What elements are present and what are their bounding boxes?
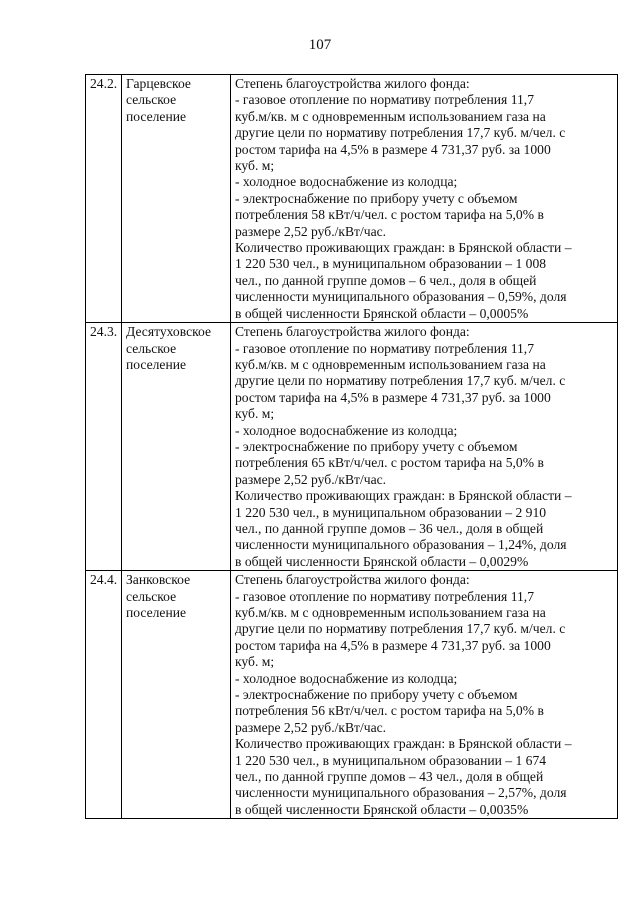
table-row [86, 75, 618, 323]
row-number-cell [86, 571, 122, 819]
description-line: потребления 56 кВт/ч/чел. с ростом тарифа на 5,0% в [235, 703, 544, 719]
settlement-name-line: Гарцевское [126, 76, 191, 91]
description-line: Степень благоустройства жилого фонда: [235, 324, 470, 340]
description-line: размере 2,52 руб./кВт/час. [235, 719, 387, 735]
settlement-name-cell [122, 75, 231, 323]
description-line: куб.м/кв. м с одновременным использованием газа на [235, 108, 546, 124]
description-line: чел., по данной группе домов – 43 чел., доля в общей [235, 769, 544, 785]
description-line: - электроснабжение по прибору учету с объемом [235, 687, 518, 703]
description-line: ростом тарифа на 4,5% в размере 4 731,37 руб. за 1000 [235, 141, 551, 157]
settlement-name-line: поселение [126, 605, 187, 620]
description-line: размере 2,52 руб./кВт/час. [235, 471, 387, 487]
description-line: Степень благоустройства жилого фонда: [235, 572, 470, 588]
description-line: - электроснабжение по прибору учету с объемом [235, 190, 518, 206]
description-line: численности муниципального образования – 2,57%, доля [235, 785, 567, 801]
description-line: в общей численности Брянской области – 0,0005% [235, 305, 529, 321]
table-row [86, 323, 618, 571]
settlement-name-line: поселение [126, 356, 187, 372]
description-line: Степень благоустройства жилого фонда: [235, 76, 470, 91]
row-number: 24.4. [90, 572, 118, 588]
description-line: другие цели по нормативу потребления 17,7 куб. м/чел. с [235, 373, 566, 389]
settlement-name-cell [122, 323, 231, 571]
description-line: - холодное водоснабжение из колодца; [235, 174, 458, 190]
description-line: в общей численности Брянской области – 0,0035% [235, 801, 529, 817]
settlements-table [85, 74, 618, 819]
description-line: куб. м; [235, 654, 275, 670]
description-line: потребления 65 кВт/ч/чел. с ростом тарифа на 5,0% в [235, 455, 544, 471]
row-number-cell [86, 323, 122, 571]
description-line: - газовое отопление по нормативу потребления 11,7 [235, 92, 534, 108]
settlement-name-line: сельское [126, 340, 177, 356]
description-line: - электроснабжение по прибору учету с объемом [235, 438, 518, 454]
settlement-name-line: сельское [126, 588, 177, 604]
description-line: размере 2,52 руб./кВт/час. [235, 223, 387, 239]
settlement-name-line: поселение [126, 108, 187, 124]
settlement-name-line: сельское [126, 92, 177, 108]
row-number-cell [86, 75, 122, 323]
description-cell [231, 571, 618, 819]
settlement-name-cell [122, 571, 231, 819]
description-line: куб.м/кв. м с одновременным использованием газа на [235, 605, 546, 620]
description-line: численности муниципального образования – 0,59%, доля [235, 289, 567, 305]
description-line: - холодное водоснабжение из колодца; [235, 670, 458, 686]
description-line: 1 220 530 чел., в муниципальном образовании – 1 008 [235, 256, 547, 272]
description-line: другие цели по нормативу потребления 17,7 куб. м/чел. с [235, 621, 566, 637]
description-line: чел., по данной группе домов – 6 чел., доля в общей [235, 272, 537, 288]
description-line: 1 220 530 чел., в муниципальном образовании – 2 910 [235, 504, 547, 520]
description-line: в общей численности Брянской области – 0,0029% [235, 553, 529, 569]
row-number: 24.3. [90, 324, 118, 340]
page-number: 107 [308, 37, 332, 53]
description-line: - газовое отопление по нормативу потребления 11,7 [235, 340, 534, 356]
settlement-name-line: Занковское [126, 572, 191, 588]
description-line: куб. м; [235, 158, 275, 174]
description-line: другие цели по нормативу потребления 17,7 куб. м/чел. с [235, 125, 566, 141]
description-line: Количество проживающих граждан: в Брянской области – [235, 488, 572, 504]
description-line: ростом тарифа на 4,5% в размере 4 731,37 руб. за 1000 [235, 637, 551, 653]
description-line: Количество проживающих граждан: в Брянской области – [235, 240, 572, 256]
description-line: численности муниципального образования – 1,24%, доля [235, 537, 567, 553]
row-number: 24.2. [90, 76, 118, 91]
description-cell [231, 75, 618, 323]
description-line: потребления 58 кВт/ч/чел. с ростом тарифа на 5,0% в [235, 207, 544, 223]
description-line: чел., по данной группе домов – 36 чел., доля в общей [235, 520, 544, 536]
settlement-name-line: Десятуховское [126, 324, 212, 340]
description-line: 1 220 530 чел., в муниципальном образовании – 1 674 [235, 752, 547, 768]
description-line: Количество проживающих граждан: в Брянской области – [235, 736, 572, 752]
description-line: куб. м; [235, 406, 275, 422]
description-line: - холодное водоснабжение из колодца; [235, 422, 458, 438]
description-line: куб.м/кв. м с одновременным использованием газа на [235, 356, 546, 372]
description-cell [231, 323, 618, 571]
description-line: - газовое отопление по нормативу потребления 11,7 [235, 588, 534, 604]
description-line: ростом тарифа на 4,5% в размере 4 731,37 руб. за 1000 [235, 389, 551, 405]
table-row [86, 571, 618, 819]
table-body [86, 75, 618, 819]
